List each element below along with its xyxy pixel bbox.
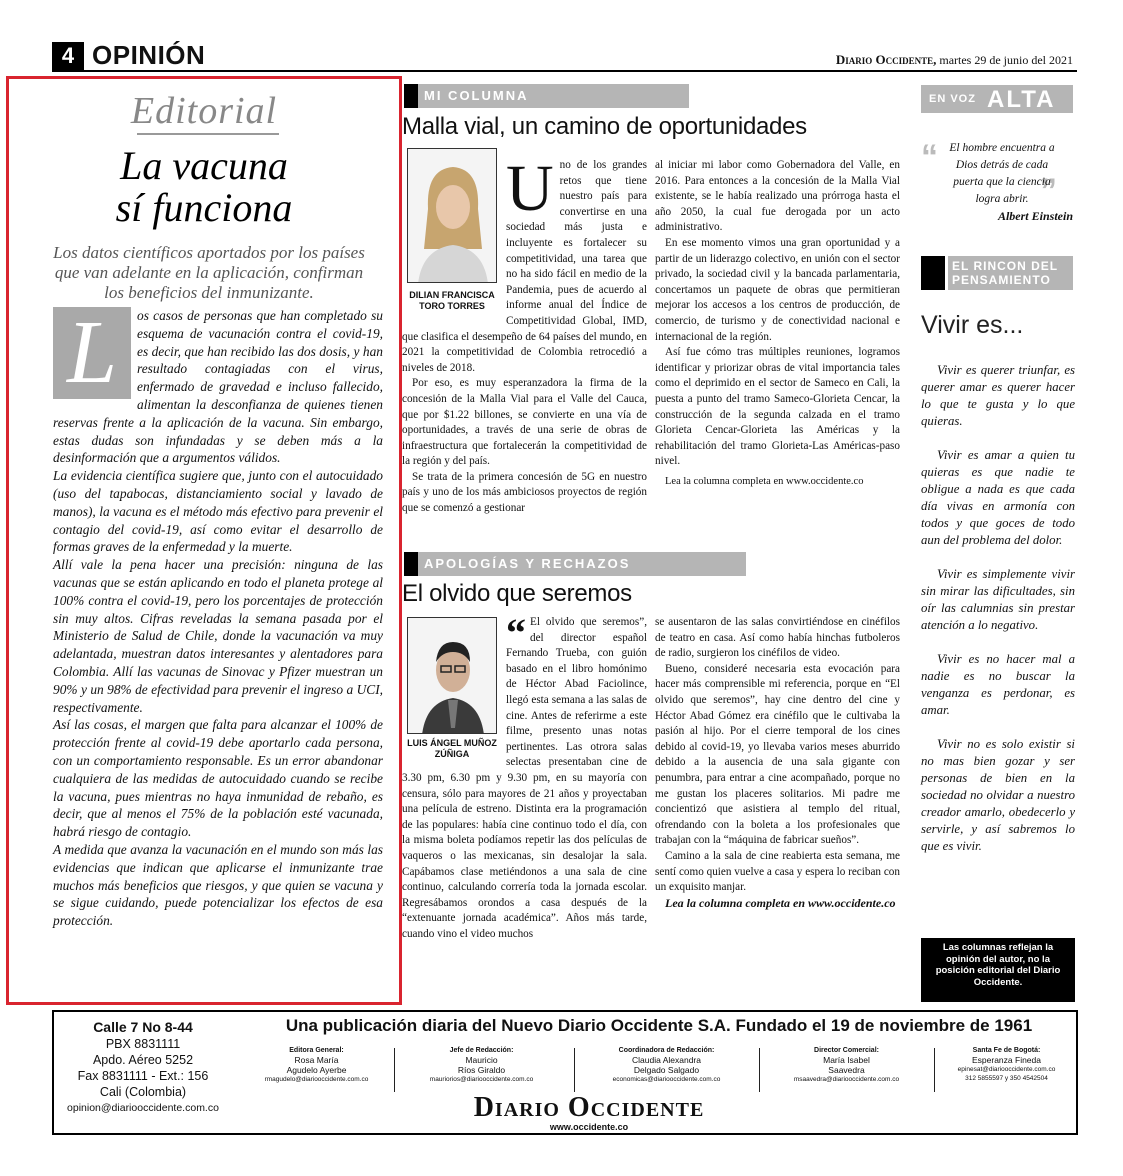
apologias-col1 <box>402 610 647 942</box>
staff-coordinator: Coordinadora de Redacción: Claudia Alexandra Delgado Salgado economicas@diariooccidente.com.co <box>612 1047 721 1083</box>
article-paragraph: “ El olvido que seremos”, del director español Fernando Trueba, con guión basado en el libro homónimo de Héctor Abad Faciolince, llegó esta semana a las salas de cine. Antes de referirme a este filme, presento unas notas pertinentes. Las otrora salas selectas presentaban cine de 3.30 pm, 6.30 pm y 9.30 pm, en su mayoría con censura, sólo para mayores de 21 años y proyectaban una película de estreno. Distinta era la programación de las populares: había cine continuo todo el día, con la misma boleta podíamos repetir las dos películas de vaqueros o las mexicanas, sin desalojar la sala. Capábamos clase metiéndonos a una sala de cine continuo, calculando correría toda la jornada escolar. Regresábamos orondos a casa después de la “extenuante jornada académica”. Años más tarde, cuando vino el video muchos <box>402 610 647 940</box>
address: Calle 7 No 8-44 <box>93 1019 193 1035</box>
website-url[interactable]: www.occidente.co <box>549 1122 629 1132</box>
city: Cali (Colombia) <box>99 1085 187 1099</box>
en-voz-alta-label: EN VOZ ALTA <box>921 85 1073 113</box>
article-paragraph: En ese momento vimos una gran oportunidad y a partir de un liderazgo colectivo, en unión con el sector privado, la sociedad civil y la bancada parlamentaria, concertamos un paquete de obras que permitieran mejorar los accesos a los centros de producción, de comercio, de turismo y de conectividad nacional e internacional de la región. <box>655 236 900 343</box>
rincon-paragraph: Vivir es querer triunfar, es querer amar es querer hacer lo que te gusta y lo que quieras. <box>921 363 1075 428</box>
mi-columna-dropcap: U <box>506 152 554 225</box>
apologias-headline: El olvido que seremos <box>402 580 632 607</box>
read-more-link[interactable]: Lea la columna completa en www.occidente.co <box>665 895 896 910</box>
article-paragraph: al iniciar mi labor como Gobernadora del Valle, en 2016. Para entonces a la concesión de la Malla Vial existente, se le había realizado una prórroga hasta el año 2050, la cual fue derogada por un acto administrativo. <box>655 159 900 234</box>
editorial-paragraph: La evidencia científica sugiere que, junto con el autocuidado (uso del tapabocas, distanciamiento social y lavado de manos), la vacuna es el método más efectivo para prevenir el contagio del covid-19, así como evitar el desarrollo de formas graves de la enfermedad y la muerte. <box>53 468 383 555</box>
pbx: PBX 8831111 <box>105 1037 181 1051</box>
editorial-subtitle: Los datos científicos aportados por los países que van adelante en la aplicación, confirman los beneficios del inmunizante. <box>53 243 365 302</box>
editorial-paragraph: A medida que avanza la vacunación en el mundo son más las evidencias que indican que aplicarse el inmunizante trae muchos más beneficios que riesgos, y que quien se vacuna y se sigue cuidando, puede potencializar los efectos de esa protección. <box>53 841 383 929</box>
close-quote-icon: ” <box>1040 172 1057 210</box>
rincon-label: EL RINCON DEL PENSAMIENTO <box>948 256 1073 290</box>
section-title: OPINIÓN <box>92 40 206 70</box>
article-paragraph: Camino a la sala de cine reabierta esta semana, me sentí como quien vuelve a casa y espera lo reciban con un exquisito manjar. <box>655 849 900 894</box>
rincon-title: Vivir es... <box>921 311 1024 339</box>
publication-tagline: Una publicación diaria del Nuevo Diario Occidente S.A. Fundado el 19 de noviembre de 1961 <box>285 1016 1033 1035</box>
read-more-link[interactable]: Lea la columna completa en www.occidente.co <box>665 475 864 487</box>
editorial-body <box>53 307 383 930</box>
page-header <box>52 42 1077 72</box>
editorial-paragraph: os casos de personas que han completado su esquema de vacunación contra el covid-19, es decir, que han recibido las dos dosis, y han resultado contagiadas con el virus, enfermado de gravedad e incluso fallecido, alimentan la desconfianza de quienes tienen reservas frente a la aplicación de la vacuna. Sin embargo, estas dudas son infundadas y se deben más a la desinformación que a argumentos válidos. <box>53 308 383 466</box>
rincon-paragraph: Vivir es no hacer mal a nadie es no buscar la venganza es perdonar, es amar. <box>921 652 1075 717</box>
staff-editor: Editora General: Rosa María Agudelo Ayerbe rmagudelo@diariooccidente.com.co <box>264 1047 369 1083</box>
issue-date: martes 29 de junio del 2021 <box>939 53 1073 67</box>
apologias-col2 <box>655 615 900 911</box>
editorial-title <box>9 145 399 229</box>
masthead-footer <box>52 1010 1078 1135</box>
quote-author: Albert Einstein <box>997 209 1073 223</box>
staff-commercial: Director Comercial: María Isabel Saavedra msaavedra@diariooccidente.com.co <box>793 1047 900 1083</box>
article-paragraph: se ausentaron de las salas convirtiéndose en cinéfilos de teatro en casa. Así como había hinchas futboleros de radio, surgieron los cinéfilos de video. <box>655 616 900 660</box>
mi-columna-col2 <box>655 158 900 489</box>
quote-mark-icon: “ <box>506 610 526 655</box>
editorial-title-line2: sí funciona <box>115 185 293 230</box>
newspaper-logo: Diario Occidente <box>473 1092 705 1123</box>
contact-email[interactable]: opinion@diariooccidente.com.co <box>67 1102 219 1114</box>
mi-columna-col1 <box>402 152 647 517</box>
rincon-body <box>921 362 1075 872</box>
rincon-paragraph: Vivir no es solo existir si no mas bien gozar y ser personas de bien en la sociedad no olvidar a nuestro creador amarlo, obedecerlo y servirle, y así sabremos lo que es vivir. <box>921 737 1075 853</box>
dateline <box>836 52 1073 68</box>
featured-quote: El hombre encuentra a Dios detrás de cada puerta que la ciencia logra abrir. <box>949 142 1055 205</box>
article-paragraph: Así fue cómo tras múltiples reuniones, logramos identificar y priorizar obras de vital importancia tales como el deprimido en el sector de Sameco en Cali, la puesta a punto del tramo Sameco-Glorieta Cencar, la construcción de la segunda calzada en el tramo Glorieta Cencar-Glorieta las Américas y la rehabilitación del tramo Glorieta-Las Américas-paso nivel. <box>655 346 900 468</box>
po-box: Apdo. Aéreo 5252 <box>92 1053 194 1067</box>
apologias-label: APOLOGÍAS Y RECHAZOS <box>404 552 746 576</box>
editorial-box <box>6 76 402 1005</box>
editorial-dropcap: L <box>53 307 131 399</box>
editorial-paragraph: Así las cosas, el margen que falta para alcanzar el 100% de protección frente al covid-19 debe aportarlo cada persona, con un comportamiento responsable. Es un error abandonar cualquiera de las medidas de autocuidado cuando se recibe la vacuna, pues mientras no haya inmunidad de rebaño, es decir, que al menos el 75% de la población esté vacunada, habrá riesgo de contagio. <box>53 717 383 840</box>
mi-columna-label: MI COLUMNA <box>404 84 689 108</box>
opinion-disclaimer: Las columnas reflejan la opinión del autor, no la posición editorial del Diario Occidente. <box>921 938 1075 1002</box>
rincon-paragraph: Vivir es simplemente vivir sin mirar las dificultades, sin oír las calumnias sin prestar atención a lo negativo. <box>921 567 1075 632</box>
editorial-kicker: Editorial <box>130 90 278 132</box>
author-caption-dilian: DILIAN FRANCISCA TORO TORRES <box>409 290 495 311</box>
article-paragraph: Uno de los grandes retos que tiene nuestro país para convertirse en una sociedad más justa e incluyente es fortalecer su competitividad, una tarea que no ha sido fácil en medio de la Pandemia, pues de acuerdo al informe anual del Índice de Competitividad Global, IMD, que clasifica el desempeño de 64 países del mundo, en 2021 la competitividad de Colombia retrocedió a niveles de 2018. <box>402 152 647 374</box>
fax: Fax 8831111 - Ext.: 156 <box>77 1069 209 1083</box>
article-paragraph: Se trata de la primera concesión de 5G en nuestro país y uno de los más ambiciosos proyectos de región que se comenzó a gestionar <box>402 470 647 515</box>
article-paragraph: Bueno, consideré necesaria esta evocación para hacer más comprensible mi referencia, porque en “El olvido que seremos”, hay cine dentro del cine y Héctor Abad Gómez era cinéfilo que le cultivaba la pasión al hijo. Por el cierre temporal de los cines debido al covid-19, yo llevaba varios meses aburrido debido a la ausencia de una sala gigante con penumbra, para entrar a cine acompañado, porque no me gustan los placeres solitarios. Mi padre me concientizó que asistiera al templo del ritual, ofrendando con la boleta a los profesionales que trabajan con la “máquina de fabricar sueños”. <box>655 662 900 847</box>
rincon-label-block <box>921 256 945 290</box>
author-caption-luis: LUIS ÁNGEL MUÑOZ ZÚÑIGA <box>407 738 497 759</box>
editorial-title-line1: La vacuna <box>120 143 288 188</box>
editorial-rule <box>137 133 279 135</box>
editorial-paragraph: Allí vale la pena hacer una precisión: ninguna de las vacunas que se están aplicando en todo el planeta protege al 100% contra el covid-19, pero los porcentajes de protección sin muy altos. Cifras reveladas la semana pasada por el Ministerio de Salud de Chile, donde la vacunación va muy adelantada, muestran datos interesantes y alentadores para Colombia. Allí las vacunas de Sinovac y Pfizer muestran un 90% y un 98% de efectividad para prevenir el ingreso a UCI, respectivamente. <box>53 557 383 715</box>
staff-bogota: Santa Fe de Bogotá: Esperanza Fineda epinesat@diariooccidente.com.co 312 5855597 y 350 4542504 <box>957 1047 1056 1082</box>
staff-chief: Jefe de Redacción: Mauricio Ríos Giraldo mauriorios@diariooccidente.com.co <box>429 1047 534 1083</box>
mi-columna-headline: Malla vial, un camino de oportunidades <box>402 113 807 140</box>
open-quote-icon: “ <box>921 138 938 176</box>
page-number: 4 <box>52 42 84 70</box>
contact-block <box>58 1018 228 1116</box>
paper-name: Diario Occidente, <box>835 52 937 67</box>
article-paragraph: Por eso, es muy esperanzadora la firma de la concesión de la Malla Vial para el Valle del Cauca, que por $1.22 billones, se convierte en una vía de oportunidades, a través de una serie de obras de infraestructura que fortalecerán la competitividad de la región y del país. <box>402 377 647 468</box>
rincon-paragraph: Vivir es amar a quien tu quieras es que nadie te obligue a nada es que cada día vivas en armonía con todos y que goces de todo aun del problema del dolor. <box>921 448 1075 547</box>
